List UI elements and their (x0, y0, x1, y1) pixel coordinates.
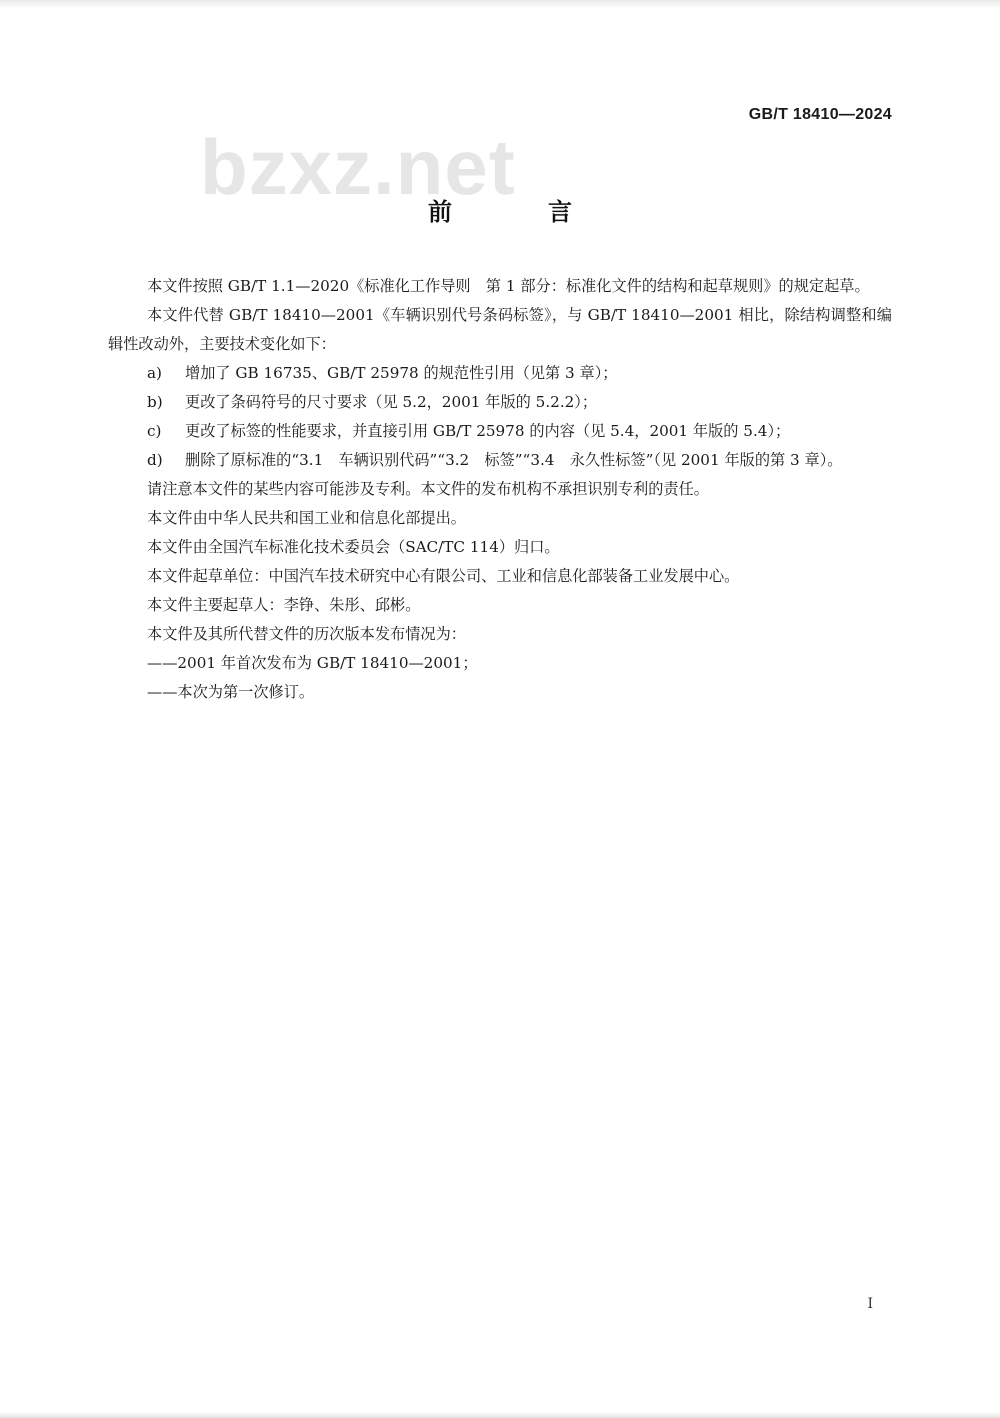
list-item-text: 更改了条码符号的尺寸要求（见 5.2，2001 年版的 5.2.2）； (185, 393, 598, 411)
list-item (108, 446, 892, 475)
paragraph-drafting-rules: 本文件按照 GB/T 1.1—2020《标准化工作导则 第 1 部分：标准化文件的结构和起草规则》的规定起草。 (147, 277, 870, 295)
list-item-mark: c) (147, 422, 162, 440)
paragraph-drafting-units: 本文件起草单位：中国汽车技术研究中心有限公司、工业和信息化部装备工业发展中心。 (147, 567, 740, 585)
list-item-text: 更改了标签的性能要求，并直接引用 GB/T 25978 的内容（见 5.4，2001 年版的 5.4）； (185, 422, 791, 440)
paragraph-jurisdiction: 本文件由全国汽车标准化技术委员会（SAC/TC 114）归口。 (147, 538, 560, 556)
history-item: ——本次为第一次修订。 (147, 683, 315, 701)
paragraph-proposed-by: 本文件由中华人民共和国工业和信息化部提出。 (147, 509, 466, 527)
list-item (108, 388, 892, 417)
preface-title: 前 言 (428, 198, 608, 226)
paragraph-history-intro: 本文件及其所代替文件的历次版本发布情况为： (147, 625, 466, 643)
history-item: ——2001 年首次发布为 GB/T 18410—2001； (147, 654, 478, 672)
paragraph-drafters: 本文件主要起草人：李铮、朱彤、邱彬。 (147, 596, 421, 614)
list-item (108, 417, 892, 446)
list-item-mark: a) (147, 364, 162, 382)
list-item-mark: b) (147, 393, 163, 411)
watermark-logo: bzxz.net (200, 123, 516, 211)
standard-number: GB/T 18410—2024 (748, 106, 892, 123)
list-item-mark: d) (147, 451, 163, 469)
preface-body (108, 272, 892, 707)
page-top-edge (0, 0, 1000, 8)
list-item-text: 删除了原标准的“3.1 车辆识别代码”“3.2 标签”“3.4 永久性标签”（见 2001 年版的第 3 章）。 (185, 451, 843, 469)
page-bottom-edge (0, 1412, 1000, 1418)
list-item (108, 359, 892, 388)
paragraph-patent-note: 请注意本文件的某些内容可能涉及专利。本文件的发布机构不承担识别专利的责任。 (147, 480, 709, 498)
paragraph-replaces: 本文件代替 GB/T 18410—2001《车辆识别代号条码标签》，与 GB/T 18410—2001 相比，除结构调整和编辑性改动外，主要技术变化如下： (108, 306, 892, 353)
list-item-text: 增加了 GB 16735、GB/T 25978 的规范性引用（见第 3 章）； (185, 364, 618, 382)
page-number: I (867, 1296, 873, 1312)
